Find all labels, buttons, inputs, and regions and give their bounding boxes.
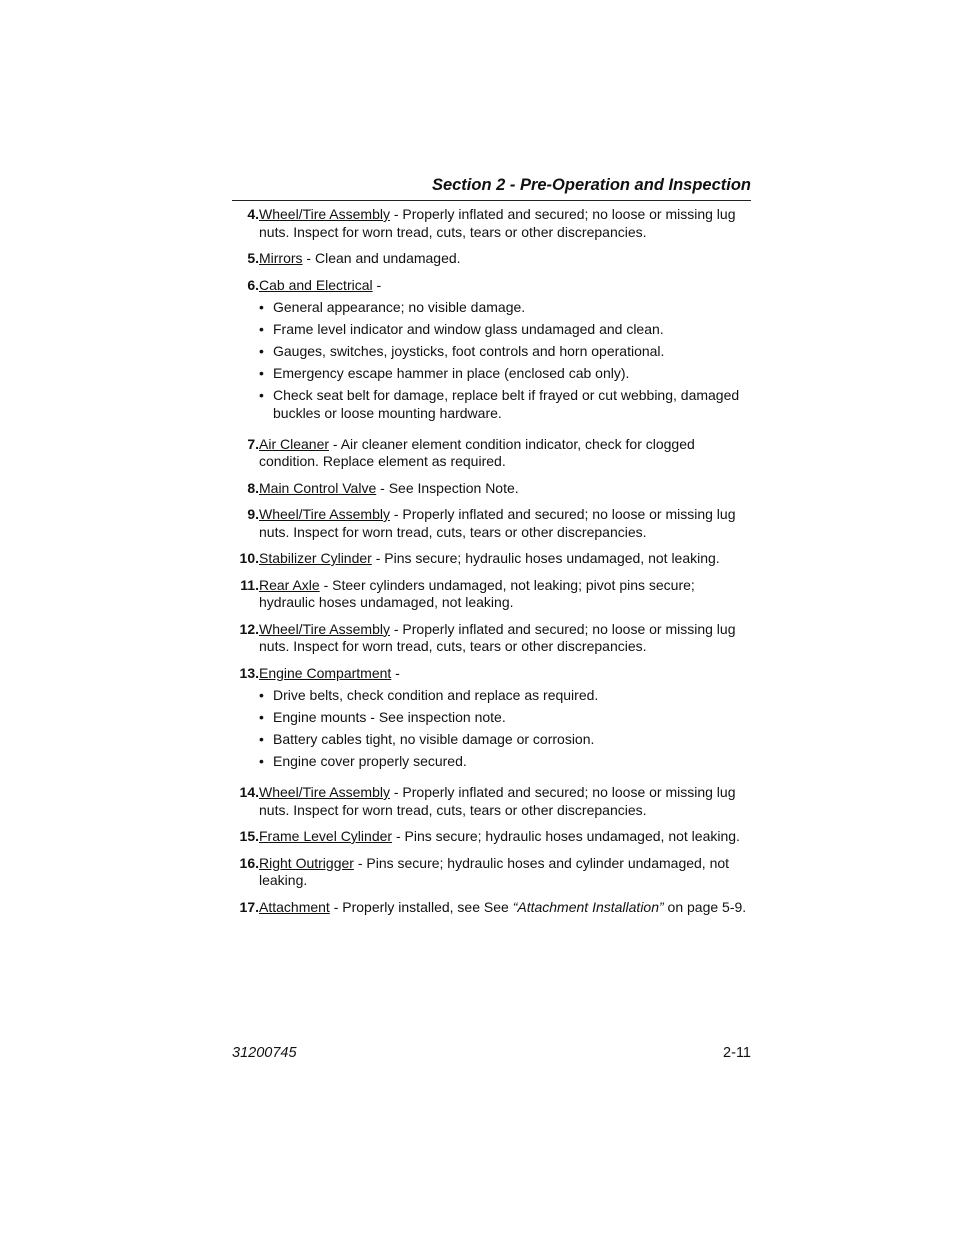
item-text: - See Inspection Note. [376,479,519,496]
item-label: Main Control Valve [259,479,377,496]
item-number: 15. [239,828,259,844]
item-number: 12. [239,620,259,637]
bullet-list [259,299,752,422]
bullet-item: • Engine cover properly secured. [259,753,752,771]
item-text: - Air cleaner element condition indicator, check for clogged condition. Replace element as required. [259,435,695,469]
item-number: 17. [239,898,259,915]
item-label: Right Outrigger [259,854,354,871]
item-number: 14. [239,784,259,800]
item-number: 13. [239,664,259,681]
list-item [228,206,752,241]
list-item [228,665,752,776]
item-text: - Properly inflated and secured; no loose or missing lug nuts. Inspect for worn tread, cuts, tears or other discrepancies. [259,206,736,240]
list-item [228,436,752,471]
item-label: Mirrors [259,250,303,266]
list-item [228,577,752,612]
list-item [228,621,752,656]
item-text: - Clean and undamaged. [302,250,461,266]
bullet-item: • Frame level indicator and window glass undamaged and clean. [259,321,752,339]
item-text: - Properly inflated and secured; no loose or missing lug nuts. Inspect for worn tread, cuts, tears or other discrepancies. [259,506,736,540]
bullet-item: • General appearance; no visible damage. [259,299,752,317]
item-text: - [391,664,400,681]
header-divider [232,200,751,201]
item-text: - Pins secure; hydraulic hoses and cylinder undamaged, not leaking. [259,854,730,888]
list-item [228,277,752,427]
item-label: Wheel/Tire Assembly [259,784,390,800]
bullet-item: • Engine mounts - See inspection note. [259,709,752,727]
list-item [228,855,752,890]
item-number: 9. [247,506,259,522]
item-label: Stabilizer Cylinder [259,550,372,566]
list-item [228,550,752,568]
document-number: 31200745 [232,1045,297,1061]
list-item [228,250,752,268]
list-item [228,828,752,846]
item-text: - Properly inflated and secured; no loose or missing lug nuts. Inspect for worn tread, cuts, tears or other discrepancies. [259,784,736,818]
item-number: 11. [240,576,259,593]
item-text: - [372,276,382,293]
bullet-item: • Drive belts, check condition and replace as required. [259,687,752,705]
item-number: 5. [247,250,259,266]
item-label: Wheel/Tire Assembly [259,206,390,222]
item-number: 7. [247,435,259,452]
list-item [228,506,752,541]
section-title: Section 2 - Pre-Operation and Inspection [431,176,751,194]
item-text: - Pins secure; hydraulic hoses undamaged, not leaking. [371,550,720,566]
bullet-list [259,687,752,771]
list-item [228,480,752,498]
bullet-item: • Gauges, switches, joysticks, foot controls and horn operational. [259,343,752,361]
list-item [228,899,752,917]
list-item [228,784,752,819]
item-label: Rear Axle [259,576,320,593]
item-text: - Properly installed, see See [329,898,513,915]
item-number: 8. [247,479,259,496]
bullet-item: • Battery cables tight, no visible damage or corrosion. [259,731,752,749]
bullet-item: • Emergency escape hammer in place (enclosed cab only). [259,365,752,383]
item-label: Frame Level Cylinder [259,828,393,844]
item-number: 6. [247,276,259,293]
item-label: Air Cleaner [259,435,330,452]
item-text-tail: on page 5-9. [663,898,747,915]
item-text: - Steer cylinders undamaged, not leaking; pivot pins secure; hydraulic hoses undamaged, not leaking. [259,576,695,610]
item-label: Wheel/Tire Assembly [259,506,390,522]
item-text: - Properly inflated and secured; no loose or missing lug nuts. Inspect for worn tread, cuts, tears or other discrepancies. [259,620,736,654]
item-text: - Pins secure; hydraulic hoses undamaged, not leaking. [392,828,740,844]
item-label: Engine Compartment [259,664,392,681]
inspection-list [228,206,752,925]
item-label: Cab and Electrical [259,276,373,293]
item-label: Wheel/Tire Assembly [259,620,390,637]
item-label: Attachment [259,898,330,915]
page-number: 2-11 [723,1045,751,1061]
bullet-item: • Check seat belt for damage, replace belt if frayed or cut webbing, damaged buckles or loose mounting hardware. [259,387,752,422]
cross-reference-link[interactable]: “Attachment Installation” [512,898,664,915]
item-number: 10. [239,550,259,566]
item-number: 4. [247,206,259,222]
item-number: 16. [239,854,259,871]
